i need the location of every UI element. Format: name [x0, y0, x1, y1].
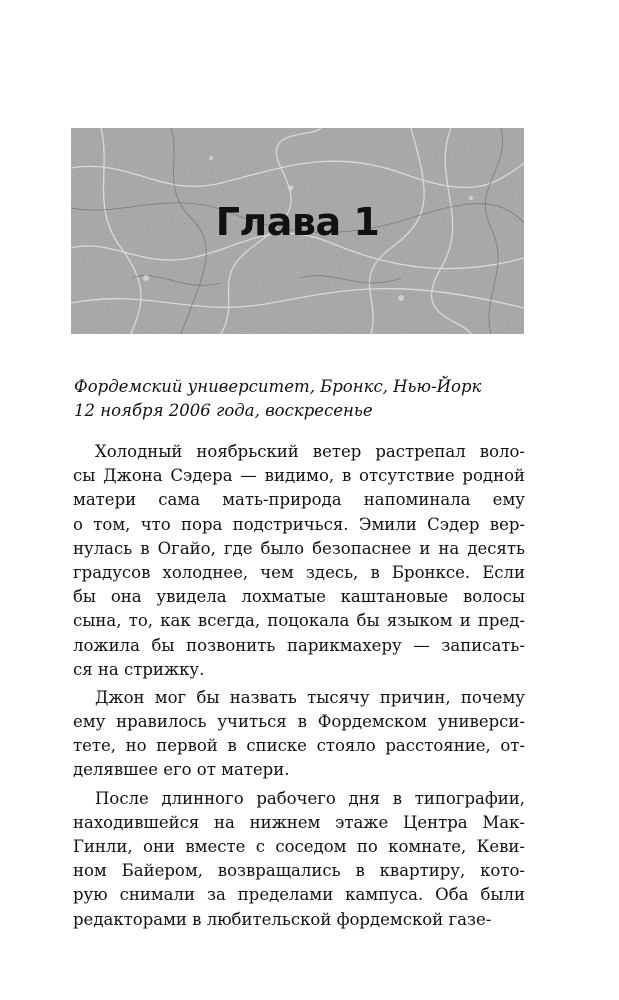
text-line: тете, но первой в списке стояло расстояние, от-	[73, 736, 525, 756]
text-line: сына, то, как всегда, поцокала бы языком и пред-	[73, 611, 525, 631]
text-line: Гинли, они вместе с соседом по комнате, Кеви-	[73, 837, 525, 856]
chapter-title: Глава 1	[215, 200, 380, 244]
text-line: ся на стрижку.	[73, 659, 205, 679]
text-line: матери сама мать-природа напоминала ему	[73, 490, 525, 510]
chapter-banner	[71, 128, 524, 334]
paragraph	[73, 686, 525, 783]
date-line: 12 ноября 2006 года, воскресенье	[74, 401, 373, 420]
chapter-body	[73, 440, 525, 936]
text-line: ном Байером, возвращались в квартиру, кото-	[73, 861, 525, 881]
text-line: сы Джона Сэдера — видимо, в отсутствие родной	[73, 466, 525, 486]
text-line: редакторами в любительской фордемской газе-	[73, 909, 492, 929]
text-line: ложила бы позвонить парикмахеру — записать-	[73, 635, 525, 655]
text-line: рую снимали за пределами кампуса. Оба были	[73, 885, 525, 905]
chapter-header-meta	[74, 375, 534, 423]
text-line: После длинного рабочего дня в типографии,	[95, 788, 525, 808]
text-line: бы она увидела лохматые каштановые волосы	[73, 587, 525, 607]
paragraph	[73, 440, 525, 682]
location-line: Фордемский университет, Бронкс, Нью-Йорк	[74, 377, 482, 396]
text-line: Джон мог бы назвать тысячу причин, почему	[95, 687, 525, 707]
text-line: ему нравилось учиться в Фордемском универси-	[73, 712, 525, 732]
text-line: делявшее его от матери.	[73, 760, 290, 780]
text-line: градусов холоднее, чем здесь, в Бронксе. Если	[73, 562, 525, 582]
text-line: о том, что пора подстричься. Эмили Сэдер вер-	[73, 514, 525, 534]
text-line: нулась в Огайо, где было безопаснее и на десять	[73, 538, 525, 558]
text-line: находившейся на нижнем этаже Центра Мак-	[73, 812, 525, 832]
text-line: Холодный ноябрьский ветер растрепал воло-	[95, 442, 525, 461]
paragraph	[73, 787, 525, 932]
